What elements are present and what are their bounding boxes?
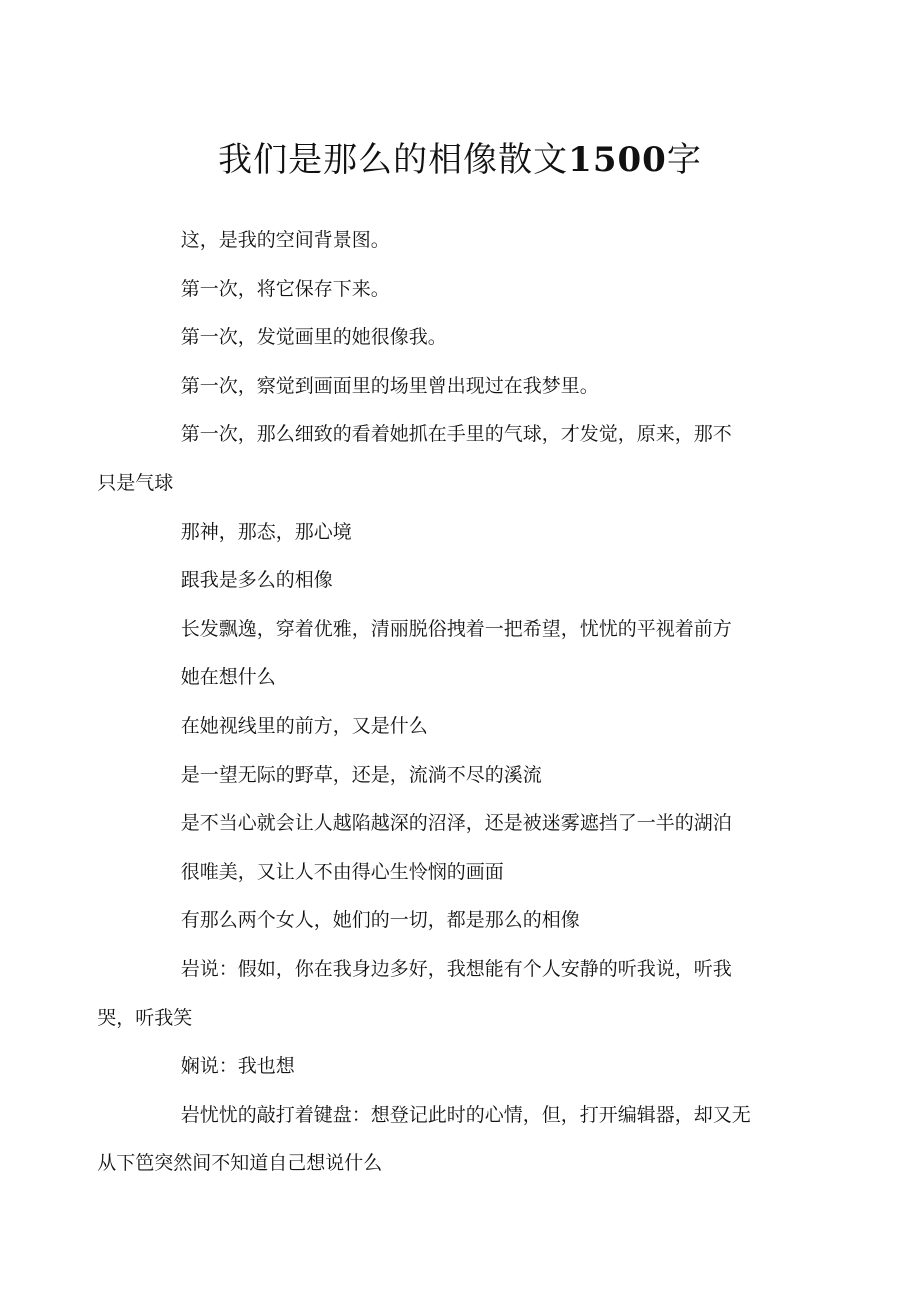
paragraph [97, 945, 789, 1042]
paragraph [139, 896, 789, 945]
paragraph [139, 653, 789, 702]
paragraph-line: 岩忧忧的敲打着键盘：想登记此时的心情，但，打开编辑器，却又无 [180, 1103, 751, 1126]
paragraph [139, 848, 789, 897]
paragraph [139, 1042, 789, 1091]
paragraph [139, 799, 789, 848]
paragraph-line: 只是气球 [97, 471, 174, 494]
paragraph [139, 313, 789, 362]
paragraph-line: 第一次，发觉画里的她很像我。 [180, 326, 447, 349]
paragraph-line: 她在想什么 [180, 666, 276, 689]
paragraph-line: 娴说：我也想 [180, 1055, 295, 1078]
paragraph-line: 是一望无际的野草，还是，流淌不尽的溪流 [180, 763, 542, 786]
paragraph-line: 长发飘逸，穿着优雅，清丽脱俗拽着一把希望，忧忧的平视着前方 [180, 617, 732, 640]
document-title [0, 136, 920, 184]
paragraph [139, 265, 789, 314]
paragraph-line: 从下笆突然间不知道自己想说什么 [97, 1152, 383, 1175]
paragraph-line: 有那么两个女人，她们的一切，都是那么的相像 [180, 909, 580, 932]
paragraph-line: 岩说：假如，你在我身边多好，我想能有个人安静的听我说，听我 [180, 957, 732, 980]
paragraph [139, 605, 789, 654]
paragraph-line: 很唯美，又让人不由得心生怜悯的画面 [180, 860, 504, 883]
paragraph [139, 216, 789, 265]
paragraph [139, 362, 789, 411]
paragraph [139, 751, 789, 800]
paragraph-line: 第一次，将它保存下来。 [180, 277, 390, 300]
title-text: 我们是那么的相像散文 [218, 140, 569, 180]
paragraph [97, 1091, 789, 1188]
paragraph [139, 556, 789, 605]
paragraph-line: 这，是我的空间背景图。 [180, 229, 390, 251]
paragraph [139, 702, 789, 751]
document-body [97, 216, 789, 1188]
title-number: 1500 [568, 140, 667, 180]
paragraph-line: 是不当心就会让人越陷越深的沼泽，还是被迷雾遮挡了一半的湖泊 [180, 812, 732, 835]
paragraph-line: 哭，听我笑 [97, 1006, 193, 1029]
paragraph-line: 第一次，那么细致的看着她抓在手里的气球，才发觉，原来，那不 [180, 423, 732, 446]
paragraph [97, 410, 789, 507]
paragraph-line: 跟我是多么的相像 [180, 569, 333, 592]
paragraph [139, 508, 789, 557]
paragraph-line: 在她视线里的前方，又是什么 [180, 714, 428, 737]
paragraph-line: 那神，那态，那心境 [180, 520, 352, 543]
title-suffix: 字 [666, 140, 702, 180]
paragraph-line: 第一次，察觉到画面里的场里曾出现过在我梦里。 [180, 374, 599, 397]
